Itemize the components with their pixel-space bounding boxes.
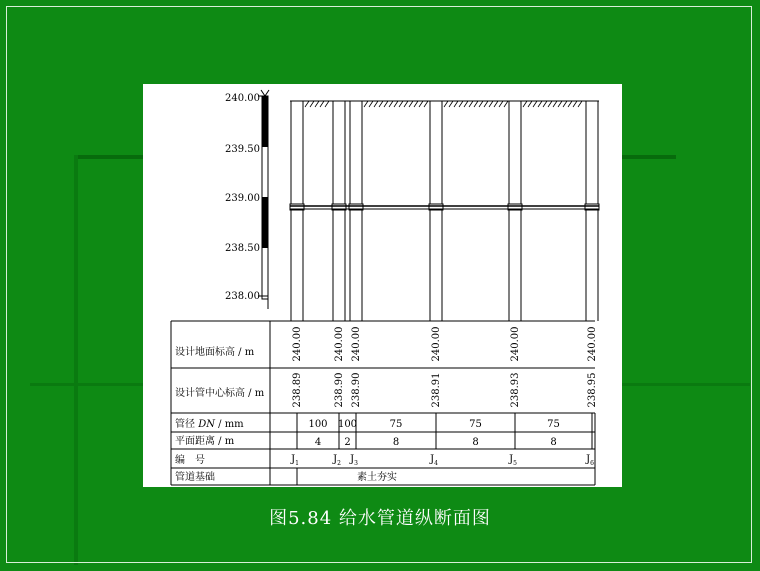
ground-hatch — [384, 101, 388, 107]
ground-hatch — [528, 101, 532, 107]
ground-hatch — [543, 101, 547, 107]
ground-hatch — [424, 101, 428, 107]
plane-distance-value: 4 — [314, 437, 322, 448]
ground-hatch — [523, 101, 527, 107]
elevation-ruler — [225, 90, 269, 309]
ground-hatch — [504, 101, 508, 107]
node-subscript: 6 — [590, 460, 594, 467]
ground-hatch — [310, 101, 314, 107]
ground-hatch — [369, 101, 373, 107]
elevation-tick-label: 239.50 — [225, 144, 260, 155]
plane-distance-value: 2 — [344, 437, 351, 448]
node-subscript: 3 — [354, 460, 358, 467]
pipe-diameter-value: 75 — [469, 419, 482, 430]
pipeline-profile-drawing — [143, 84, 622, 487]
manhole-4 — [430, 101, 442, 207]
ground-hatch — [394, 101, 398, 107]
ground-hatch — [464, 101, 468, 107]
pipe-profile — [290, 101, 599, 321]
ground-hatch — [364, 101, 368, 107]
table-cells — [290, 327, 598, 468]
plane-distance-value: 8 — [550, 437, 557, 448]
ground-elevation-value: 240.00 — [334, 326, 345, 362]
ground-hatch — [399, 101, 403, 107]
pipe-diameter-value: 100 — [308, 419, 328, 430]
ground-hatch — [454, 101, 458, 107]
pipe-diameter-value: 100 — [337, 419, 358, 430]
node-subscript: 2 — [337, 460, 341, 467]
row-label-node-number: 编 号 — [175, 455, 205, 466]
row-label-ground-elevation: 设计地面标高 / m — [175, 347, 255, 358]
pipe-center-elevation-value: 238.90 — [351, 372, 362, 408]
row-label-pipe-diameter: 管径 DN / mm — [175, 419, 244, 430]
ground-hatch — [553, 101, 557, 107]
ground-hatch — [538, 101, 542, 107]
ground-hatch — [404, 101, 408, 107]
elevation-tick-label: 239.00 — [225, 193, 260, 204]
pipe-center-elevation-value: 238.93 — [510, 372, 521, 408]
ground-hatch — [449, 101, 453, 107]
node-subscript: 5 — [513, 460, 517, 467]
ground-hatch — [563, 101, 567, 107]
ground-hatch — [548, 101, 552, 107]
ground-hatch — [474, 101, 478, 107]
ground-hatch — [573, 101, 577, 107]
ground-hatch — [389, 101, 393, 107]
pipe-diameter-value: 75 — [389, 419, 403, 430]
pipe-center-elevation-value: 238.89 — [292, 372, 303, 408]
ground-hatch — [469, 101, 473, 107]
ground-hatch — [533, 101, 537, 107]
ground-hatch — [484, 101, 488, 107]
ground-hatch — [325, 101, 329, 107]
manhole-2 — [333, 101, 345, 207]
ground-hatch — [315, 101, 319, 107]
manhole-3 — [350, 101, 362, 207]
elevation-tick-label: 238.00 — [225, 291, 260, 302]
ground-hatch — [379, 101, 383, 107]
ground-hatch — [568, 101, 572, 107]
ground-hatch — [374, 101, 378, 107]
pipe-center-elevation-value: 238.95 — [587, 372, 598, 408]
ground-hatch — [419, 101, 423, 107]
ground-hatch — [444, 101, 448, 107]
ground-elevation-value: 240.00 — [587, 326, 598, 362]
ground-elevation-value: 240.00 — [351, 326, 362, 362]
ground-hatch — [305, 101, 309, 107]
node-number: $J_1$ — [291, 454, 299, 467]
manhole-5 — [509, 101, 521, 207]
elevation-tick-label: 238.50 — [225, 243, 260, 254]
row-label-pipe-foundation: 管道基础 — [175, 472, 215, 483]
plane-distance-value: 8 — [472, 437, 479, 448]
ground-elevation-value: 240.00 — [510, 326, 521, 362]
ground-hatch — [578, 101, 582, 107]
node-number: $J_3$ — [350, 454, 358, 467]
ground-elevation-value: 240.00 — [292, 326, 303, 362]
data-table-grid — [171, 321, 595, 485]
node-number: $J_6$ — [586, 454, 594, 467]
node-number: $J_5$ — [509, 454, 517, 467]
pipe-center-elevation-value: 238.90 — [334, 372, 345, 408]
plane-distance-value: 8 — [392, 437, 400, 448]
row-label-plane-distance: 平面距离 / m — [175, 436, 235, 447]
ground-hatch — [499, 101, 503, 107]
ground-hatch — [558, 101, 562, 107]
node-subscript: 4 — [434, 460, 438, 467]
ground-hatch — [479, 101, 483, 107]
row-label-pipe-center-elevation: 设计管中心标高 / m — [175, 388, 265, 399]
ground-hatch — [320, 101, 324, 107]
node-number: $J_4$ — [430, 454, 438, 467]
node-number: $J_2$ — [333, 454, 341, 467]
foundation-value: 素土夯实 — [357, 472, 397, 483]
node-subscript: 1 — [295, 460, 299, 467]
elevation-tick-label: 240.00 — [225, 93, 260, 104]
pipe-diameter-value: 75 — [547, 419, 560, 430]
ground-hatch — [409, 101, 413, 107]
ground-hatch — [414, 101, 418, 107]
manhole-1 — [291, 101, 303, 207]
ground-hatch — [459, 101, 463, 107]
pipe-center-elevation-value: 238.91 — [431, 372, 442, 408]
drawing-panel — [143, 84, 622, 487]
manhole-6 — [586, 101, 598, 207]
ground-elevation-value: 240.00 — [431, 326, 442, 362]
figure-caption: 图5.84 给水管道纵断面图 — [269, 508, 491, 529]
ground-hatch — [494, 101, 498, 107]
ground-hatch — [489, 101, 493, 107]
